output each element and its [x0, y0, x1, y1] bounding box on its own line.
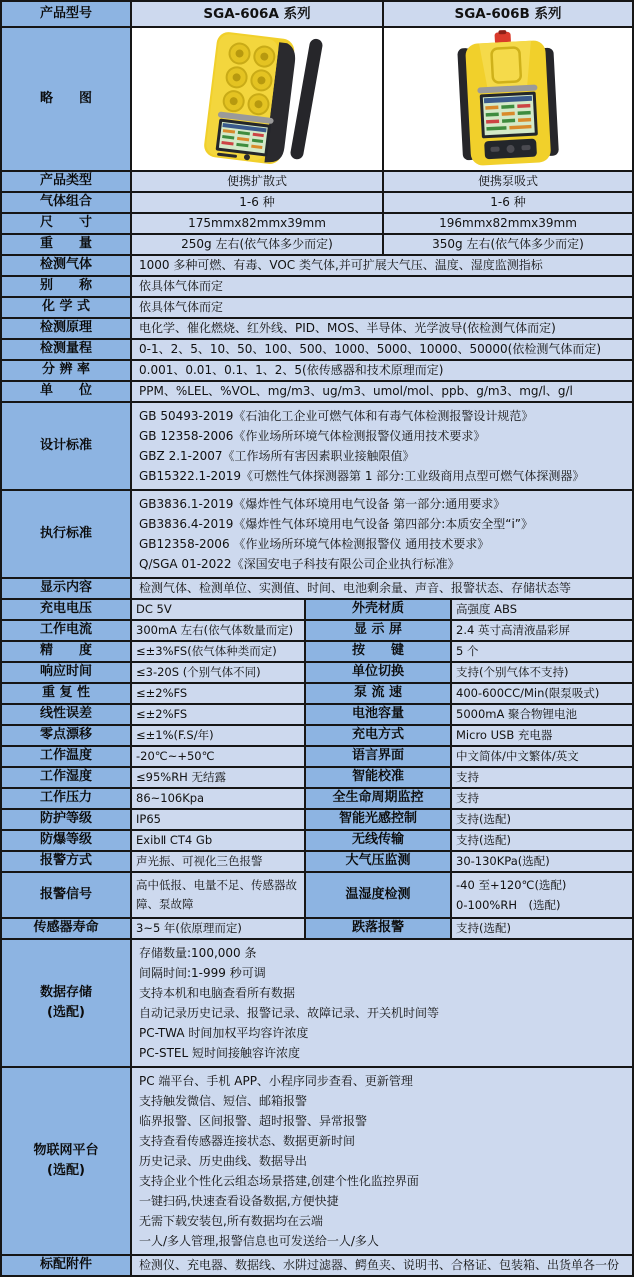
spec-value: ≤3-20S (个别气体不同)	[132, 663, 304, 682]
row-resolution	[2, 361, 632, 380]
spec-label: 全生命周期监控	[306, 789, 450, 808]
spec-label: 工作电流	[2, 621, 130, 640]
spec-value-a: 便携扩散式	[132, 172, 382, 191]
row-accessories	[2, 1256, 632, 1275]
spec-value-b: 350g 左右(依气体多少而定)	[384, 235, 632, 254]
spec-value: ≤±3%FS(依气体种类而定)	[132, 642, 304, 661]
feature-line: 支持查看传感器连接状态、数据更新时间	[139, 1134, 356, 1148]
spec-label: 报警方式	[2, 852, 130, 871]
standard-line: Q/SGA 01-2022《深国安电子科技有限公司企业执行标准》	[139, 557, 460, 571]
spec-label: 充电方式	[306, 726, 450, 745]
spec-value: 支持(个别气体不支持)	[452, 663, 632, 682]
value-line: -40 至+120℃(选配)	[456, 878, 567, 892]
feature-line: 自动记录历史记录、报警记录、故障记录、开关机时间等	[139, 1006, 440, 1020]
spec-label: 检测量程	[2, 340, 130, 359]
spec-value: 检测仪、充电器、数据线、水阱过滤器、鳄鱼夹、说明书、合格证、包装箱、出货单各一份	[132, 1256, 632, 1275]
feature-line: 历史记录、历史曲线、数据导出	[139, 1154, 308, 1168]
spec-label: 防护等级	[2, 810, 130, 829]
spec-value: 中文简体/中文繁体/英文	[452, 747, 632, 766]
spec-value-multiline	[132, 940, 632, 1066]
label-line: (选配)	[47, 1005, 85, 1020]
spec-label: 按 键	[306, 642, 450, 661]
feature-line: 支持本机和电脑查看所有数据	[139, 986, 296, 1000]
spec-value: 支持(选配)	[452, 919, 632, 938]
row-data-storage	[2, 940, 632, 1066]
row-product-model	[2, 2, 632, 26]
spec-label: 跌落报警	[306, 919, 450, 938]
row-humidity-calibration	[2, 768, 632, 787]
label-line: (选配)	[47, 1163, 85, 1178]
spec-label: 产品类型	[2, 172, 130, 191]
feature-line: 一人/多人管理,报警信息也可发送给一人/多人	[139, 1234, 379, 1248]
spec-label: 智能光感控制	[306, 810, 450, 829]
row-response-unitswitch	[2, 663, 632, 682]
spec-value: 声光振、可视化三色报警	[132, 852, 304, 871]
spec-label: 报警信号	[2, 873, 130, 917]
spec-label	[2, 1068, 130, 1254]
spec-value-a: 1-6 种	[132, 193, 382, 212]
gas-detector-606b-photo	[394, 30, 622, 168]
row-chemical-formula	[2, 298, 632, 317]
spec-value-a: 250g 左右(依气体多少而定)	[132, 235, 382, 254]
spec-label: 大气压监测	[306, 852, 450, 871]
feature-line: 支持触发微信、短信、邮箱报警	[139, 1094, 308, 1108]
row-detection-principle	[2, 319, 632, 338]
standard-line: GB3836.4-2019《爆炸性气体环境用电气设备 第四部分:本质安全型“i”》	[139, 517, 534, 531]
spec-value: 3~5 年(依原理而定)	[132, 919, 304, 938]
feature-line: 一键扫码,快速查看设备数据,方便快捷	[139, 1194, 339, 1208]
spec-label: 精 度	[2, 642, 130, 661]
spec-label: 重 复 性	[2, 684, 130, 703]
feature-line: 存储数量:100,000 条	[139, 946, 257, 960]
spec-label: 检测原理	[2, 319, 130, 338]
standard-line: GB3836.1-2019《爆炸性气体环境用电气设备 第一部分:通用要求》	[139, 497, 506, 511]
spec-value: 0.001、0.01、0.1、1、2、5(依传感器和技术原理而定)	[132, 361, 632, 380]
spec-value: 检测气体、检测单位、实测值、时间、电池剩余量、声音、报警状态、存储状态等	[132, 579, 632, 598]
spec-value: 电化学、催化燃烧、红外线、PID、MOS、半导体、光学波导(依检测气体而定)	[132, 319, 632, 338]
spec-value: 高强度 ABS	[452, 600, 632, 619]
spec-value: 300mA 左右(依气体数量而定)	[132, 621, 304, 640]
spec-label: 产品型号	[2, 2, 130, 26]
spec-value-multiline	[132, 491, 632, 577]
spec-value: 依具体气体而定	[132, 277, 632, 296]
spec-value: IP65	[132, 810, 304, 829]
spec-value: 高中低报、电量不足、传感器故障、泵故障	[132, 873, 304, 917]
spec-label: 工作压力	[2, 789, 130, 808]
model-a-title: SGA-606A 系列	[132, 2, 382, 26]
spec-label: 单 位	[2, 382, 130, 401]
spec-value-b: 1-6 种	[384, 193, 632, 212]
feature-line: PC 端平台、手机 APP、小程序同步查看、更新管理	[139, 1074, 413, 1088]
spec-label: 响应时间	[2, 663, 130, 682]
spec-value-b: 196mmx82mmx39mm	[384, 214, 632, 233]
spec-value: 支持(选配)	[452, 831, 632, 850]
spec-value: 0-1、2、5、10、50、100、500、1000、5000、10000、50000(依检测气体而定)	[132, 340, 632, 359]
row-zerodrift-charging	[2, 726, 632, 745]
row-iot-platform	[2, 1068, 632, 1254]
standard-line: GBZ 2.1-2007《工作场所有害因素职业接触限值》	[139, 449, 415, 463]
spec-value: 2.4 英寸高清液晶彩屏	[452, 621, 632, 640]
spec-label	[2, 940, 130, 1066]
feature-line: PC-TWA 时间加权平均容许浓度	[139, 1026, 309, 1040]
spec-value: ≤±2%FS	[132, 705, 304, 724]
spec-label: 传感器寿命	[2, 919, 130, 938]
spec-value: ≤±2%FS	[132, 684, 304, 703]
standard-line: GB12358-2006 《作业场所环境气体检测报警仪 通用技术要求》	[139, 537, 490, 551]
spec-label: 电池容量	[306, 705, 450, 724]
spec-label: 线性误差	[2, 705, 130, 724]
spec-label: 零点漂移	[2, 726, 130, 745]
spec-label: 化 学 式	[2, 298, 130, 317]
spec-label: 设计标准	[2, 403, 130, 489]
row-accuracy-buttons	[2, 642, 632, 661]
row-display-content	[2, 579, 632, 598]
standard-line: GB 50493-2019《石油化工企业可燃气体和有毒气体检测报警设计规范》	[139, 409, 534, 423]
spec-value-multiline	[452, 873, 632, 917]
spec-label: 单位切换	[306, 663, 450, 682]
row-explosionproof-wireless	[2, 831, 632, 850]
spec-label: 尺 寸	[2, 214, 130, 233]
spec-label: 重 量	[2, 235, 130, 254]
standard-line: GB 12358-2006《作业场所环境气体检测报警仪通用技术要求》	[139, 429, 486, 443]
feature-line: 支持企业个性化云组态场景搭建,创建个性化监控界面	[139, 1174, 419, 1188]
spec-label: 充电电压	[2, 600, 130, 619]
row-dimensions	[2, 214, 632, 233]
spec-value: DC 5V	[132, 600, 304, 619]
spec-label: 温湿度检测	[306, 873, 450, 917]
spec-value: ExibⅡ CT4 Gb	[132, 831, 304, 850]
row-charge-voltage-shell	[2, 600, 632, 619]
spec-value: -20℃~+50℃	[132, 747, 304, 766]
spec-value: Micro USB 充电器	[452, 726, 632, 745]
spec-value: 支持	[452, 789, 632, 808]
row-weight	[2, 235, 632, 254]
row-units	[2, 382, 632, 401]
row-gas-combination	[2, 193, 632, 212]
spec-label: 语言界面	[306, 747, 450, 766]
spec-value-multiline	[132, 1068, 632, 1254]
row-pressure-lifecycle	[2, 789, 632, 808]
row-detected-gases	[2, 256, 632, 275]
row-alias	[2, 277, 632, 296]
value-line: 0-100%RH (选配)	[456, 898, 561, 912]
spec-label: 分 辨 率	[2, 361, 130, 380]
feature-line: 间隔时间:1-999 秒可调	[139, 966, 266, 980]
gas-detector-606a-photo	[142, 30, 372, 168]
spec-label: 显示内容	[2, 579, 130, 598]
spec-label: 智能校准	[306, 768, 450, 787]
row-linearity-battery	[2, 705, 632, 724]
row-sensorlife-dropalarm	[2, 919, 632, 938]
feature-line: 无需下载安装包,所有数据均在云端	[139, 1214, 323, 1228]
spec-value: 支持(选配)	[452, 810, 632, 829]
spec-label: 工作温度	[2, 747, 130, 766]
spec-value: 支持	[452, 768, 632, 787]
label-line: 物联网平台	[33, 1143, 99, 1158]
spec-label: 检测气体	[2, 256, 130, 275]
label-line: 数据存储	[39, 985, 92, 1000]
device-a-image-cell	[132, 28, 382, 170]
spec-label: 标配附件	[2, 1256, 130, 1275]
spec-value-b: 便携泵吸式	[384, 172, 632, 191]
row-exec-standard	[2, 491, 632, 577]
spec-label: 工作湿度	[2, 768, 130, 787]
row-alarmmode-barometric	[2, 852, 632, 871]
row-product-type	[2, 172, 632, 191]
device-b-image-cell	[384, 28, 632, 170]
feature-line: PC-STEL 短时间接触容许浓度	[139, 1046, 300, 1060]
row-alarmsignal-temphumidity	[2, 873, 632, 917]
spec-value-multiline	[132, 403, 632, 489]
row-sketch	[2, 28, 632, 170]
feature-line: 临界报警、区间报警、超时报警、异常报警	[139, 1114, 368, 1128]
spec-label: 执行标准	[2, 491, 130, 577]
spec-label: 外壳材质	[306, 600, 450, 619]
spec-value: ≤95%RH 无结露	[132, 768, 304, 787]
spec-value: 5000mA 聚合物锂电池	[452, 705, 632, 724]
spec-value: 1000 多种可燃、有毒、VOC 类气体,并可扩展大气压、温度、湿度监测指标	[132, 256, 632, 275]
spec-label: 略 图	[2, 28, 130, 170]
spec-label: 显 示 屏	[306, 621, 450, 640]
spec-value: 400-600CC/Min(限泵吸式)	[452, 684, 632, 703]
row-design-standard	[2, 403, 632, 489]
spec-value: 依具体气体而定	[132, 298, 632, 317]
row-repeatability-pump	[2, 684, 632, 703]
spec-label: 气体组合	[2, 193, 130, 212]
spec-value: 5 个	[452, 642, 632, 661]
spec-label: 防爆等级	[2, 831, 130, 850]
row-detection-range	[2, 340, 632, 359]
row-current-display	[2, 621, 632, 640]
model-b-title: SGA-606B 系列	[384, 2, 632, 26]
row-temperature-language	[2, 747, 632, 766]
spec-value-a: 175mmx82mmx39mm	[132, 214, 382, 233]
spec-value: 30-130KPa(选配)	[452, 852, 632, 871]
row-ip-lightsensor	[2, 810, 632, 829]
spec-value: PPM、%LEL、%VOL、mg/m3、ug/m3、umol/mol、ppb、g/m3、mg/l、g/l	[132, 382, 632, 401]
standard-line: GB15322.1-2019《可燃性气体探测器第 1 部分:工业级商用点型可燃气体探测器》	[139, 469, 585, 483]
spec-label: 泵 流 速	[306, 684, 450, 703]
spec-value: ≤±1%(F.S/年)	[132, 726, 304, 745]
spec-label: 别 称	[2, 277, 130, 296]
spec-label: 无线传输	[306, 831, 450, 850]
spec-value: 86~106Kpa	[132, 789, 304, 808]
